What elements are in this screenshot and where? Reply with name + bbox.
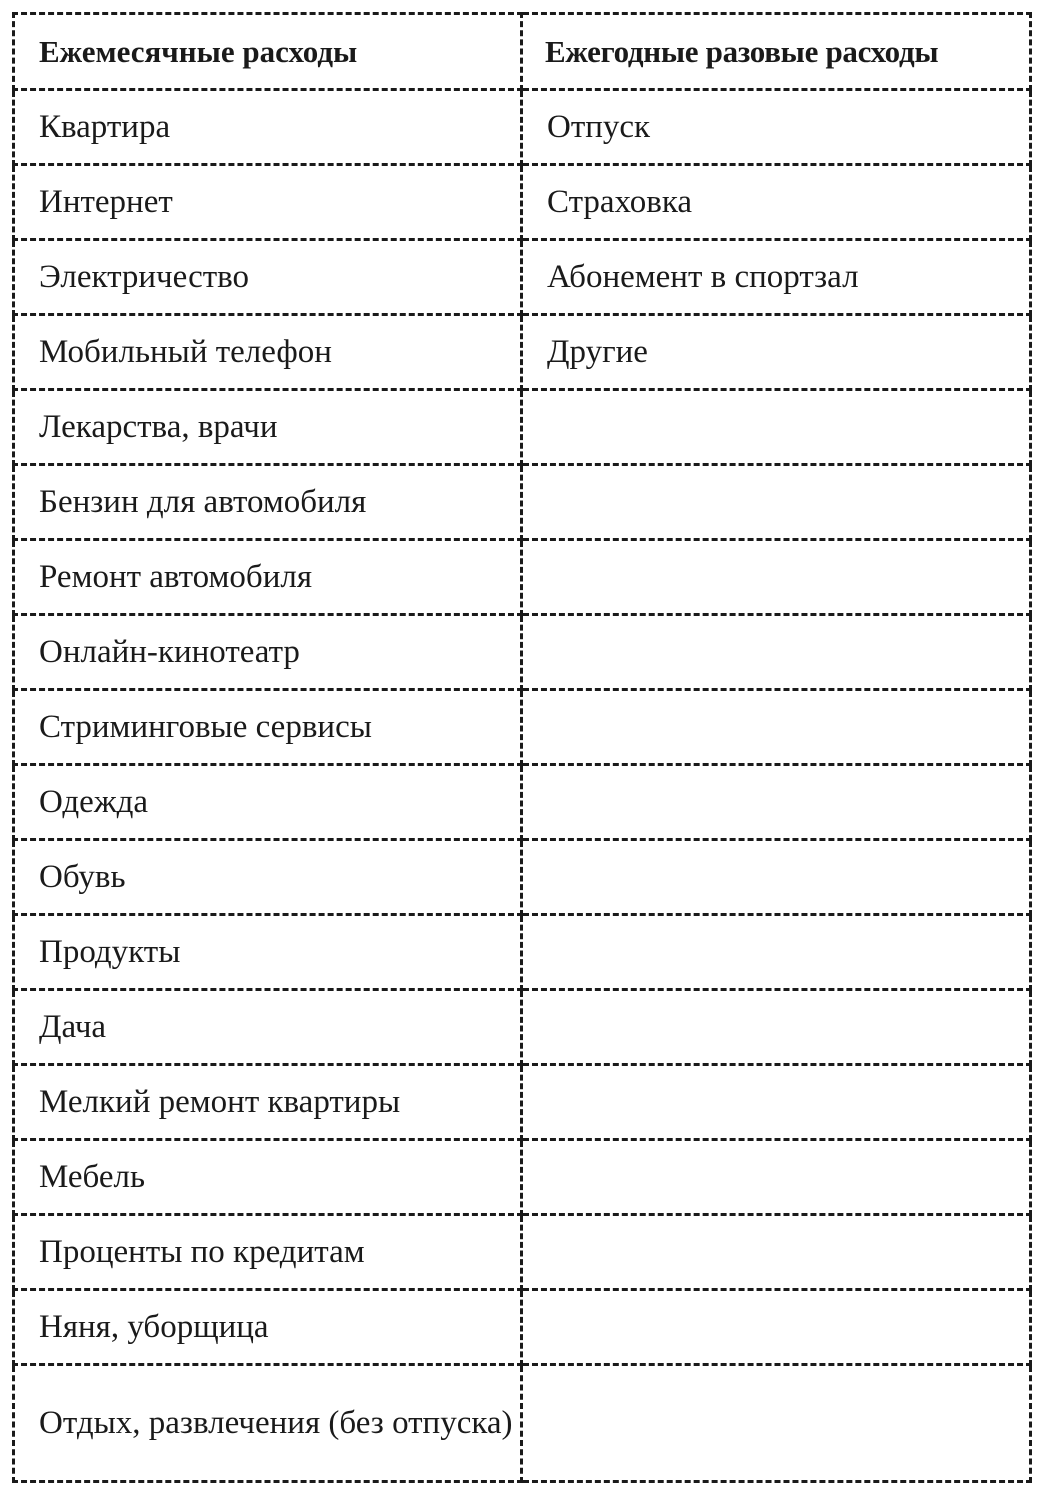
yearly-expense-cell: Абонемент в спортзал	[522, 240, 1031, 315]
yearly-expense-cell	[522, 690, 1031, 765]
table-row	[14, 840, 1031, 915]
yearly-expense-cell	[522, 765, 1031, 840]
table-row	[14, 690, 1031, 765]
monthly-expense-cell: Лекарства, врачи	[14, 390, 522, 465]
table-row	[14, 1140, 1031, 1215]
table-row	[14, 315, 1031, 390]
monthly-expense-cell: Онлайн-кинотеатр	[14, 615, 522, 690]
table-row	[14, 915, 1031, 990]
monthly-expense-cell: Няня, уборщица	[14, 1290, 522, 1365]
yearly-expense-cell: Страховка	[522, 165, 1031, 240]
monthly-expense-cell: Квартира	[14, 90, 522, 165]
monthly-expense-cell: Ремонт автомобиля	[14, 540, 522, 615]
table-row	[14, 990, 1031, 1065]
yearly-expenses-header: Ежегодные разовые расходы	[522, 14, 1031, 90]
yearly-expense-cell	[522, 615, 1031, 690]
yearly-expense-cell	[522, 990, 1031, 1065]
monthly-expense-cell: Продукты	[14, 915, 522, 990]
monthly-expense-cell: Бензин для автомобиля	[14, 465, 522, 540]
yearly-expense-cell	[522, 390, 1031, 465]
expenses-table	[12, 12, 1032, 1483]
monthly-expense-cell: Проценты по кредитам	[14, 1215, 522, 1290]
monthly-expense-cell: Мебель	[14, 1140, 522, 1215]
monthly-expense-cell: Электричество	[14, 240, 522, 315]
monthly-expense-cell: Мобильный телефон	[14, 315, 522, 390]
monthly-expense-cell: Интернет	[14, 165, 522, 240]
table-row	[14, 615, 1031, 690]
table-row	[14, 1065, 1031, 1140]
monthly-expense-cell: Дача	[14, 990, 522, 1065]
yearly-expense-cell: Другие	[522, 315, 1031, 390]
table-row	[14, 390, 1031, 465]
table-row	[14, 1365, 1031, 1482]
yearly-expense-cell	[522, 1290, 1031, 1365]
yearly-expense-cell	[522, 1065, 1031, 1140]
table-row	[14, 240, 1031, 315]
table-row	[14, 1290, 1031, 1365]
monthly-expenses-header: Ежемесячные расходы	[14, 14, 522, 90]
yearly-expense-cell	[522, 1140, 1031, 1215]
yearly-expense-cell: Отпуск	[522, 90, 1031, 165]
yearly-expense-cell	[522, 915, 1031, 990]
monthly-expense-cell: Стриминговые сервисы	[14, 690, 522, 765]
yearly-expense-cell	[522, 1215, 1031, 1290]
table-row	[14, 540, 1031, 615]
table-row	[14, 90, 1031, 165]
table-row	[14, 765, 1031, 840]
table-row	[14, 1215, 1031, 1290]
yearly-expense-cell	[522, 540, 1031, 615]
yearly-expense-cell	[522, 1365, 1031, 1482]
monthly-expense-cell: Отдых, развлечения (без отпуска)	[14, 1365, 522, 1482]
yearly-expense-cell	[522, 465, 1031, 540]
monthly-expense-cell: Обувь	[14, 840, 522, 915]
table-row	[14, 465, 1031, 540]
table-row	[14, 165, 1031, 240]
monthly-expense-cell: Одежда	[14, 765, 522, 840]
table-header-row	[14, 14, 1031, 90]
monthly-expense-cell: Мелкий ремонт квартиры	[14, 1065, 522, 1140]
yearly-expense-cell	[522, 840, 1031, 915]
